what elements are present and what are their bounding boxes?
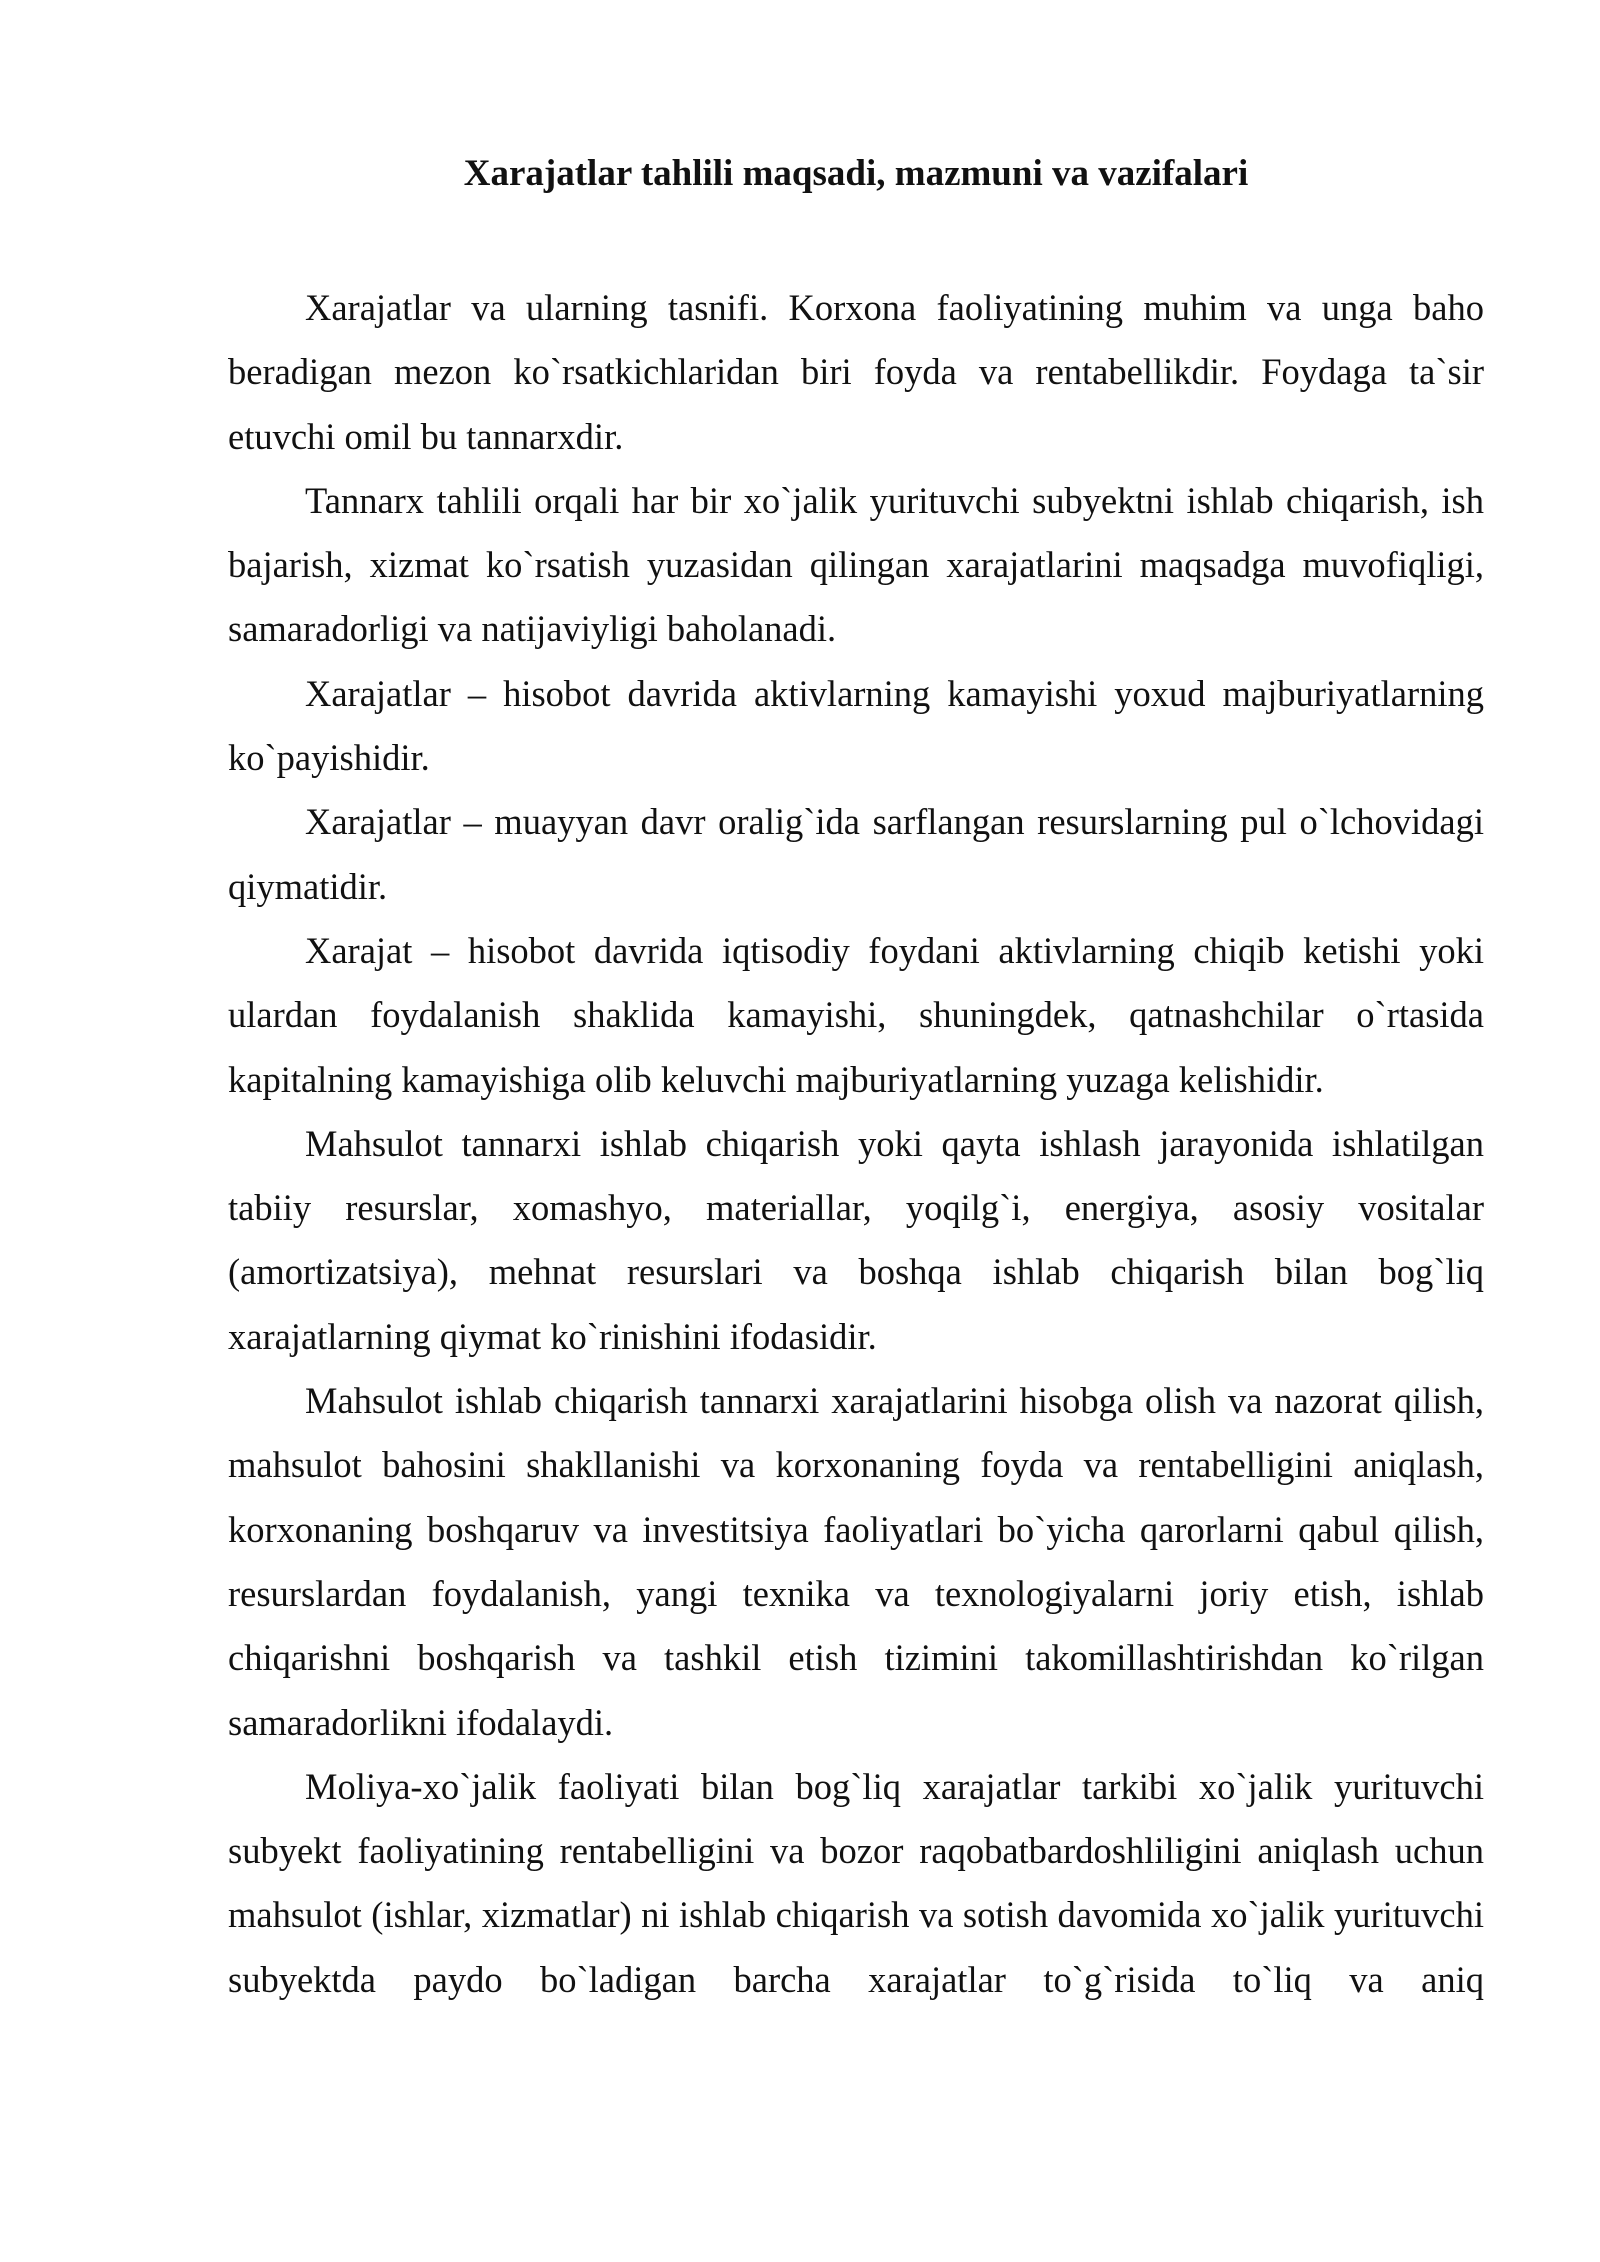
paragraph-mahsulot-tannarxi: Mahsulot tannarxi ishlab chiqarish yoki qayta ishlash jarayonida ishlatilgan tabiiy resurslar, xomashyo, materiallar, yoqilg`i, energiya, asosiy vositalar (amortizatsiya), mehnat resurslari va boshqa ishlab chiqarish bilan bog`liq xarajatlarning qiymat ko`rinishini ifodasidir. — [228, 1122, 1484, 1357]
paragraph-xarajatlar-tarkibi: Moliya-xo`jalik faoliyati bilan bog`liq xarajatlar tarkibi xo`jalik yurituvchi subyekt faoliyatining rentabelligini va bozor raqobatbardoshliligini aniqlash uchun mahsulot (ishlar, xizmatlar) ni ishlab chiqarish va sotish davomida xo`jalik yurituvchi subyektda paydo bo`ladigan barcha xarajatlar to`g`risida to`liq va aniq — [228, 1765, 1484, 2000]
paragraph-tannarx-tahlili: Tannarx tahlili orqali har bir xo`jalik yurituvchi subyektni ishlab chiqarish, ish bajarish, xizmat ko`rsatish yuzasidan qilingan xarajatlarini maqsadga muvofiqligi, samaradorligi va natijaviyligi baholanadi. — [228, 479, 1484, 650]
document-title: Xarajatlar tahlili maqsadi, mazmuni va vazifalari — [463, 153, 1249, 194]
paragraph-xarajatlar-tasnifi: Xarajatlar va ularning tasnifi. Korxona faoliyatining muhim va unga baho beradigan mezon ko`rsatkichlaridan biri foyda va rentabellikdir. Foydaga ta`sir etuvchi omil bu tannarxdir. — [228, 287, 1484, 457]
paragraph-xarajatlar-definition-2: Xarajatlar – muayyan davr oralig`ida sarflangan resurslarning pul o`lchovidagi qiymatidir. — [228, 801, 1484, 907]
paragraph-xarajat-definition: Xarajat – hisobot davrida iqtisodiy foydani aktivlarning chiqib ketishi yoki ulardan foydalanish shaklida kamayishi, shuningdek, qatnashchilar o`rtasida kapitalning kamayishiga olib keluvchi majburiyatlarning yuzaga kelishidir. — [228, 929, 1484, 1100]
document-body — [228, 276, 1484, 2012]
paragraph-xarajatlar-definition-1: Xarajatlar – hisobot davrida aktivlarning kamayishi yoxud majburiyatlarning ko`payishidir. — [228, 672, 1484, 779]
paragraph-tannarx-hisobi: Mahsulot ishlab chiqarish tannarxi xarajatlarini hisobga olish va nazorat qilish, mahsulot bahosini shakllanishi va korxonaning foyda va rentabelligini aniqlash, korxonaning boshqaruv va investitsiya faoliyatlari bo`yicha qarorlarni qabul qilish, resurslardan foydalanish, yangi texnika va texnologiyalarni joriy etish, ishlab chiqarishni boshqarish va tashkil etish tizimini takomillashtirishdan ko`rilgan samaradorlikni ifodalaydi. — [228, 1380, 1484, 1743]
